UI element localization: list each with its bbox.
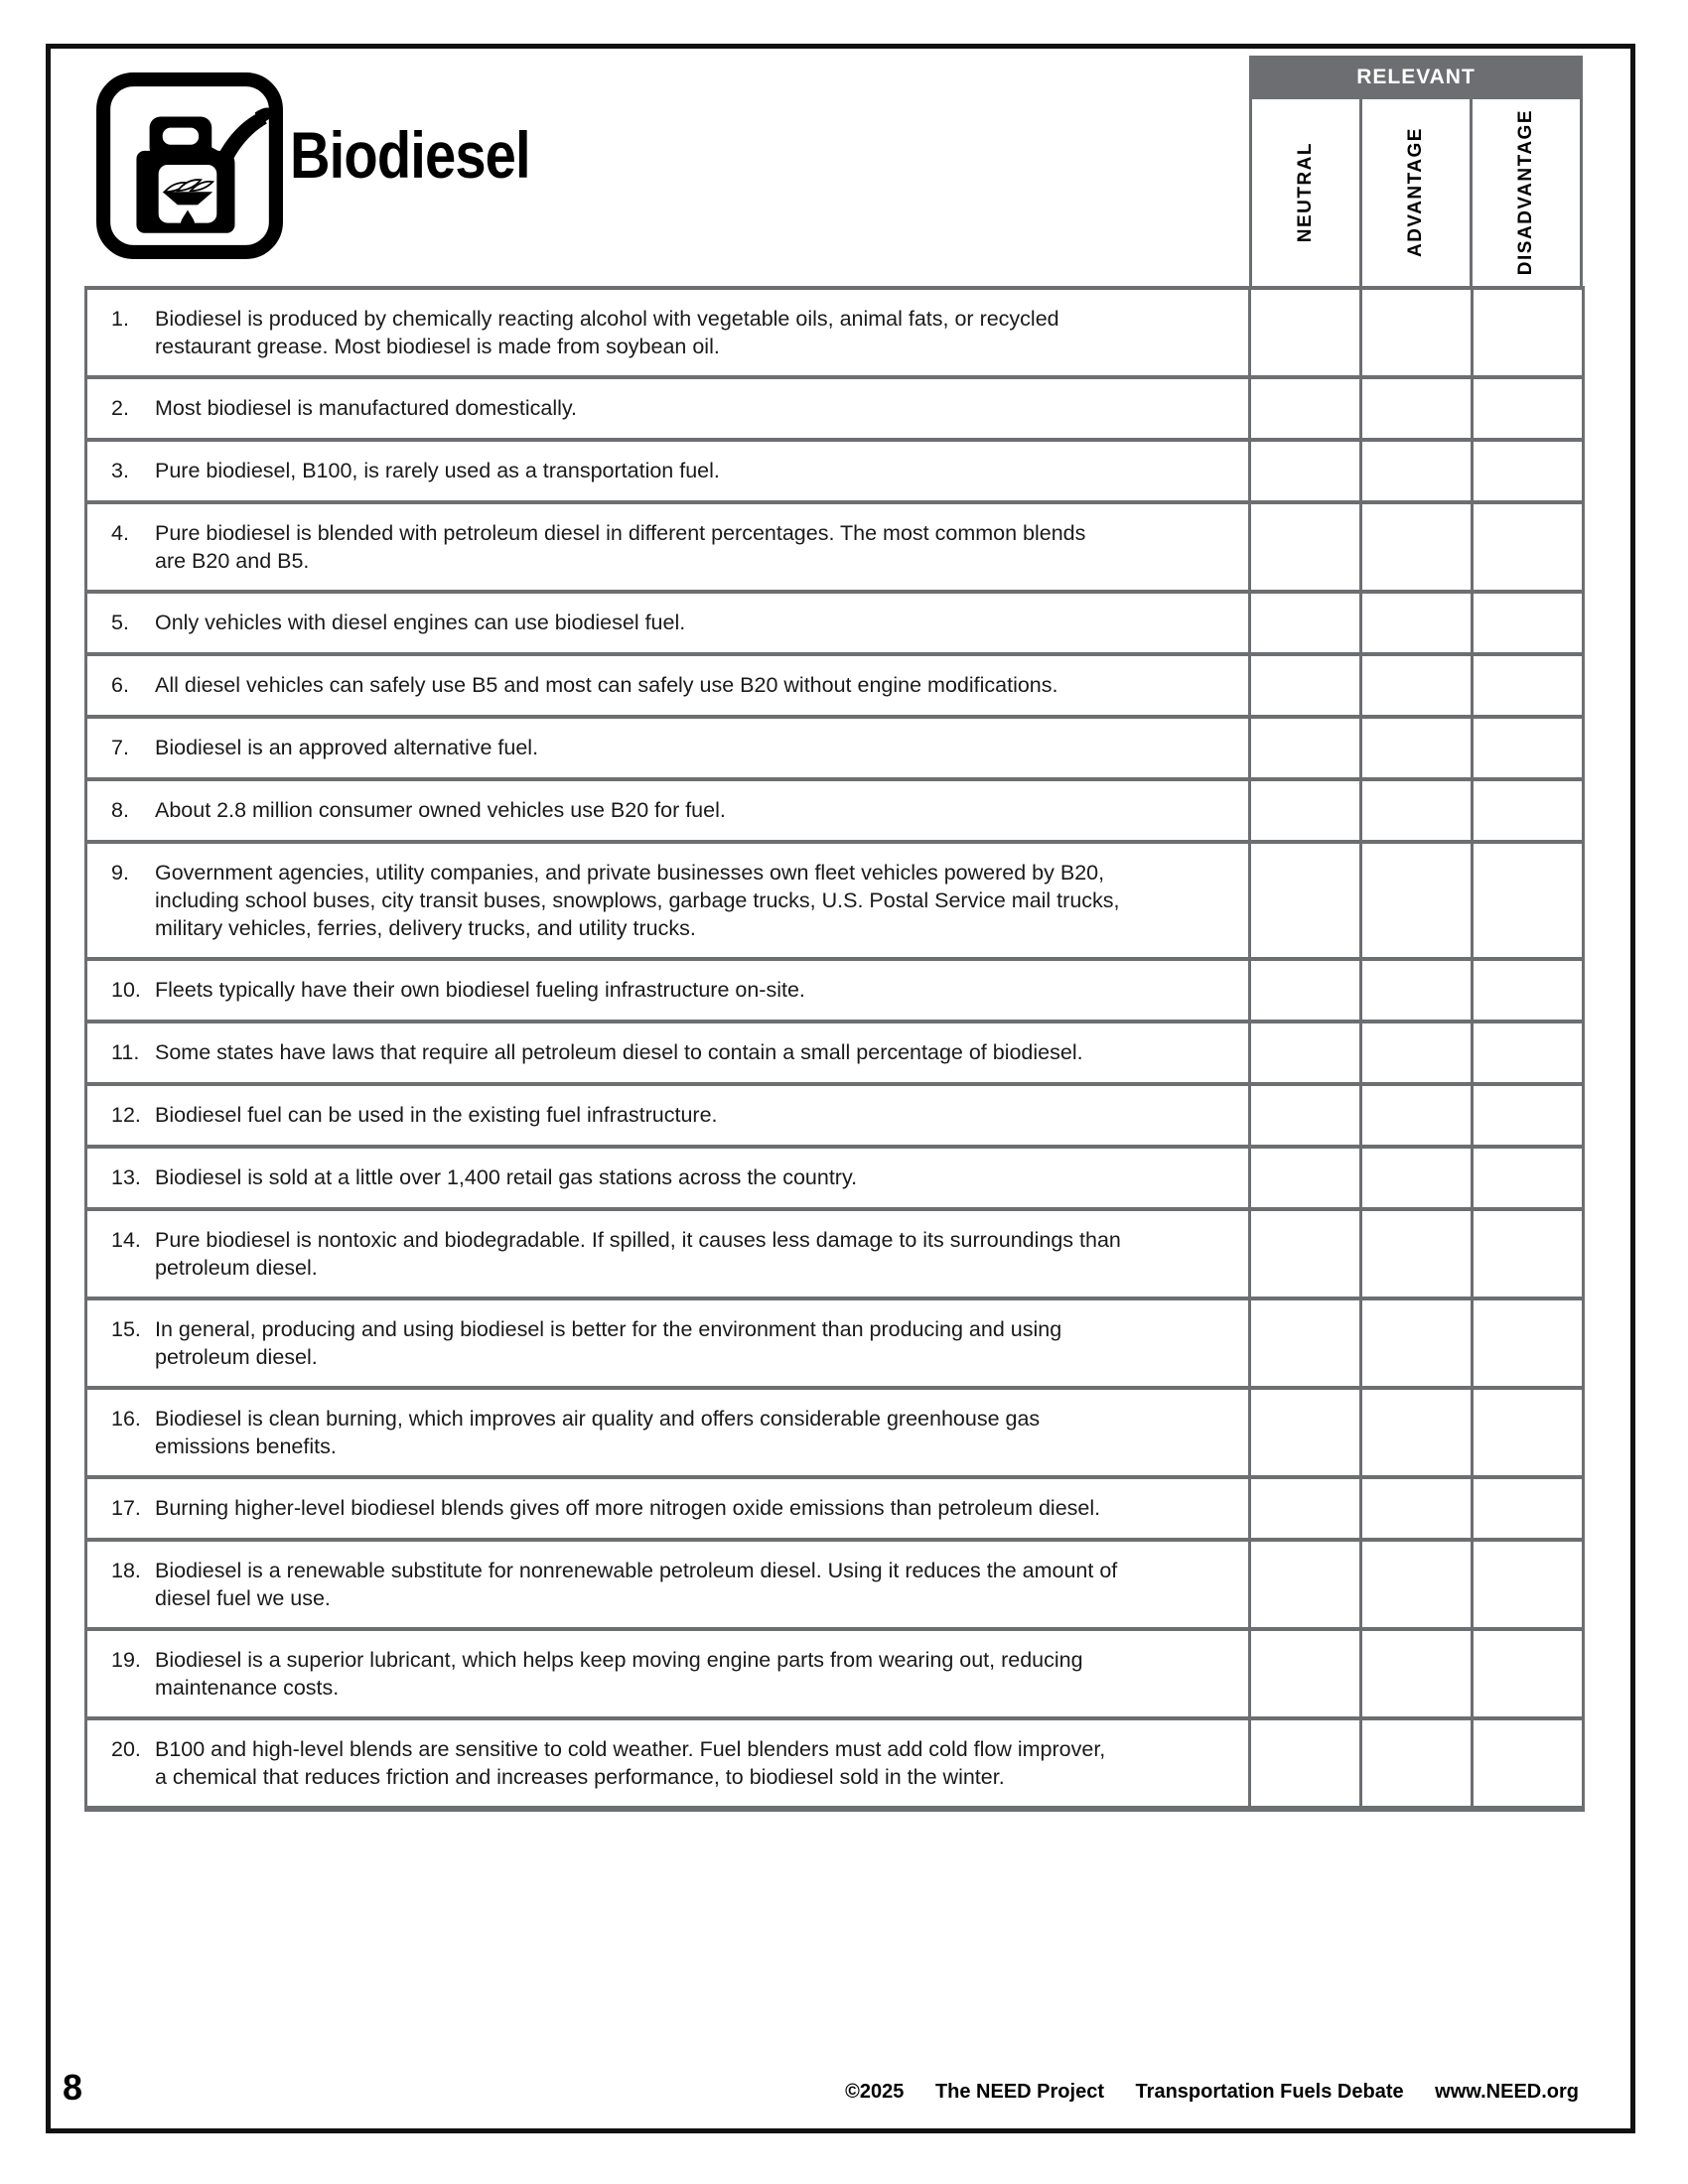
- fact-number: 11.: [111, 1040, 140, 1064]
- fact-number: 13.: [111, 1165, 141, 1189]
- fact-cell: [87, 781, 1248, 840]
- answer-cell-disadvantage[interactable]: [1471, 1300, 1582, 1386]
- fact-text: Biodiesel is a superior lubricant, which helps keep moving engine parts from wearing out, reducing maintenance costs.: [155, 1648, 1083, 1700]
- fact-number: 17.: [111, 1496, 141, 1520]
- answer-cell-neutral[interactable]: [1248, 442, 1359, 500]
- fact-cell: [87, 594, 1248, 652]
- fact-cell: [87, 442, 1248, 500]
- footer-copyright: ©2025: [845, 2081, 905, 2103]
- footer-website: www.NEED.org: [1435, 2081, 1579, 2103]
- answer-cell-neutral[interactable]: [1248, 379, 1359, 438]
- fact-cell: [87, 1300, 1248, 1386]
- answer-cell-advantage[interactable]: [1359, 719, 1471, 777]
- fact-text: Biodiesel fuel can be used in the existing fuel infrastructure.: [155, 1103, 718, 1127]
- fact-number: 5.: [111, 611, 129, 634]
- column-header-advantage: [1359, 99, 1470, 286]
- answer-cell-disadvantage[interactable]: [1471, 442, 1582, 500]
- fact-row: [87, 1211, 1582, 1300]
- answer-cell-neutral[interactable]: [1248, 1631, 1359, 1716]
- answer-cell-neutral[interactable]: [1248, 1211, 1359, 1297]
- fact-cell: [87, 719, 1248, 777]
- answer-cell-advantage[interactable]: [1359, 1300, 1471, 1386]
- answer-cell-neutral[interactable]: [1248, 290, 1359, 375]
- answer-cell-advantage[interactable]: [1359, 781, 1471, 840]
- fact-row: [87, 442, 1582, 504]
- fact-row: [87, 844, 1582, 961]
- fact-cell: [87, 1720, 1248, 1806]
- answer-cell-advantage[interactable]: [1359, 1211, 1471, 1297]
- fact-text: About 2.8 million consumer owned vehicles use B20 for fuel.: [155, 798, 726, 822]
- fact-cell: [87, 1149, 1248, 1207]
- footer: [845, 2081, 1579, 2104]
- answer-cell-disadvantage[interactable]: [1471, 1542, 1582, 1627]
- answer-cell-neutral[interactable]: [1248, 504, 1359, 590]
- fact-cell: [87, 1390, 1248, 1475]
- page-number: 8: [63, 2067, 83, 2108]
- answer-cell-neutral[interactable]: [1248, 1086, 1359, 1145]
- answer-cell-neutral[interactable]: [1248, 594, 1359, 652]
- fact-text: Government agencies, utility companies, and private businesses own fleet vehicles powered by B20, including school buses, city transit buses, snowplows, garbage trucks, U.S. Postal Service mail trucks, military vehicles, ferries, delivery trucks, and utility trucks.: [155, 861, 1120, 940]
- fact-text: Pure biodiesel is nontoxic and biodegradable. If spilled, it causes less damage to its surroundings than petroleum diesel.: [155, 1228, 1121, 1280]
- fact-number: 1.: [111, 307, 129, 331]
- fact-number: 19.: [111, 1648, 141, 1672]
- fact-cell: [87, 1086, 1248, 1145]
- fact-row: [87, 719, 1582, 781]
- answer-cell-disadvantage[interactable]: [1471, 656, 1582, 715]
- answer-cell-neutral[interactable]: [1248, 1720, 1359, 1806]
- fact-row: [87, 1300, 1582, 1390]
- column-header-label: NEUTRAL: [1295, 142, 1316, 243]
- answer-cell-disadvantage[interactable]: [1471, 1479, 1582, 1538]
- answer-cell-advantage[interactable]: [1359, 656, 1471, 715]
- fact-number: 8.: [111, 798, 129, 822]
- fact-text: Biodiesel is a renewable substitute for nonrenewable petroleum diesel. Using it reduces the amount of diesel fuel we use.: [155, 1559, 1118, 1610]
- answer-cell-disadvantage[interactable]: [1471, 1086, 1582, 1145]
- answer-cell-neutral[interactable]: [1248, 1149, 1359, 1207]
- answer-cell-advantage[interactable]: [1359, 504, 1471, 590]
- answer-cell-disadvantage[interactable]: [1471, 504, 1582, 590]
- fact-number: 14.: [111, 1228, 141, 1252]
- relevant-header-label: RELEVANT: [1356, 66, 1476, 88]
- answer-cell-advantage[interactable]: [1359, 1479, 1471, 1538]
- fact-row: [87, 290, 1582, 379]
- answer-cell-advantage[interactable]: [1359, 290, 1471, 375]
- answer-cell-disadvantage[interactable]: [1471, 1720, 1582, 1806]
- fact-text: Some states have laws that require all petroleum diesel to contain a small percentage of biodiesel.: [155, 1040, 1083, 1064]
- fact-number: 15.: [111, 1317, 141, 1341]
- fact-text: Biodiesel is sold at a little over 1,400 retail gas stations across the country.: [155, 1165, 858, 1189]
- fact-cell: [87, 1024, 1248, 1082]
- fact-number: 20.: [111, 1737, 141, 1761]
- fact-text: Burning higher-level biodiesel blends gives off more nitrogen oxide emissions than petroleum diesel.: [155, 1496, 1101, 1520]
- fact-number: 10.: [111, 978, 141, 1002]
- answer-cell-advantage[interactable]: [1359, 594, 1471, 652]
- answer-cell-disadvantage[interactable]: [1471, 379, 1582, 438]
- fact-cell: [87, 290, 1248, 375]
- fact-row: [87, 379, 1582, 442]
- answer-cell-neutral[interactable]: [1248, 1390, 1359, 1475]
- fact-text: Pure biodiesel is blended with petroleum diesel in different percentages. The most common blends are B20 and B5.: [155, 521, 1086, 573]
- answer-cell-neutral[interactable]: [1248, 656, 1359, 715]
- fact-row: [87, 1631, 1582, 1720]
- fact-cell: [87, 1211, 1248, 1297]
- relevance-columns: [1249, 99, 1583, 286]
- answer-cell-advantage[interactable]: [1359, 1631, 1471, 1716]
- fact-cell: [87, 379, 1248, 438]
- fact-row: [87, 1542, 1582, 1631]
- answer-cell-neutral[interactable]: [1248, 719, 1359, 777]
- fact-row: [87, 1479, 1582, 1542]
- fact-row: [87, 1149, 1582, 1211]
- column-header-label: DISADVANTAGE: [1515, 109, 1536, 276]
- page-title: Biodiesel: [290, 118, 530, 192]
- biodiesel-fuel-can-icon: [94, 70, 285, 261]
- fact-number: 3.: [111, 459, 129, 482]
- fact-row: [87, 1024, 1582, 1086]
- fact-row: [87, 504, 1582, 594]
- answer-cell-neutral[interactable]: [1248, 1542, 1359, 1627]
- fact-number: 7.: [111, 736, 129, 759]
- fact-cell: [87, 656, 1248, 715]
- footer-publication: Transportation Fuels Debate: [1135, 2081, 1404, 2103]
- fact-text: Only vehicles with diesel engines can use biodiesel fuel.: [155, 611, 686, 634]
- fact-number: 4.: [111, 521, 129, 545]
- column-header-label: ADVANTAGE: [1405, 127, 1426, 258]
- fact-text: Biodiesel is clean burning, which improves air quality and offers considerable greenhouse gas emissions benefits.: [155, 1407, 1041, 1458]
- answer-cell-neutral[interactable]: [1248, 1024, 1359, 1082]
- fact-row: [87, 1086, 1582, 1149]
- fact-text: B100 and high-level blends are sensitive to cold weather. Fuel blenders must add cold flow improver, a chemical that reduces friction and increases performance, to biodiesel sold in the winter.: [155, 1737, 1106, 1789]
- answer-cell-advantage[interactable]: [1359, 844, 1471, 957]
- answer-cell-neutral[interactable]: [1248, 1479, 1359, 1538]
- relevant-header: [1249, 56, 1583, 99]
- answer-cell-neutral[interactable]: [1248, 961, 1359, 1020]
- answer-cell-advantage[interactable]: [1359, 1390, 1471, 1475]
- fact-cell: [87, 504, 1248, 590]
- fact-text: Fleets typically have their own biodiesel fueling infrastructure on-site.: [155, 978, 805, 1002]
- fact-cell: [87, 1479, 1248, 1538]
- fact-text: All diesel vehicles can safely use B5 and most can safely use B20 without engine modifications.: [155, 673, 1058, 697]
- answer-cell-advantage[interactable]: [1359, 1024, 1471, 1082]
- fact-text: Most biodiesel is manufactured domestically.: [155, 396, 578, 420]
- answer-cell-disadvantage[interactable]: [1471, 1149, 1582, 1207]
- answer-cell-neutral[interactable]: [1248, 844, 1359, 957]
- answer-cell-disadvantage[interactable]: [1471, 1631, 1582, 1716]
- fact-number: 2.: [111, 396, 129, 420]
- answer-cell-disadvantage[interactable]: [1471, 781, 1582, 840]
- answer-cell-advantage[interactable]: [1359, 442, 1471, 500]
- answer-cell-advantage[interactable]: [1359, 1720, 1471, 1806]
- fact-text: Pure biodiesel, B100, is rarely used as a transportation fuel.: [155, 459, 720, 482]
- column-header-neutral: [1249, 99, 1359, 286]
- fact-text: In general, producing and using biodiesel is better for the environment than producing and using petroleum diesel.: [155, 1317, 1062, 1369]
- fact-cell: [87, 844, 1248, 957]
- fact-row: [87, 1390, 1582, 1479]
- answer-cell-advantage[interactable]: [1359, 1149, 1471, 1207]
- facts-table-body: [87, 290, 1582, 1806]
- answer-cell-disadvantage[interactable]: [1471, 961, 1582, 1020]
- fact-number: 9.: [111, 861, 129, 885]
- fact-cell: [87, 961, 1248, 1020]
- answer-cell-disadvantage[interactable]: [1471, 1390, 1582, 1475]
- fact-text: Biodiesel is an approved alternative fuel.: [155, 736, 539, 759]
- fact-number: 16.: [111, 1407, 141, 1431]
- fact-row: [87, 781, 1582, 844]
- answer-cell-disadvantage[interactable]: [1471, 719, 1582, 777]
- fact-number: 18.: [111, 1559, 141, 1582]
- answer-cell-disadvantage[interactable]: [1471, 844, 1582, 957]
- answer-cell-disadvantage[interactable]: [1471, 1211, 1582, 1297]
- answer-cell-advantage[interactable]: [1359, 379, 1471, 438]
- answer-cell-advantage[interactable]: [1359, 1542, 1471, 1627]
- fact-number: 12.: [111, 1103, 141, 1127]
- answer-cell-disadvantage[interactable]: [1471, 594, 1582, 652]
- fact-cell: [87, 1542, 1248, 1627]
- answer-cell-disadvantage[interactable]: [1471, 290, 1582, 375]
- answer-cell-advantage[interactable]: [1359, 961, 1471, 1020]
- answer-cell-neutral[interactable]: [1248, 1300, 1359, 1386]
- fact-number: 6.: [111, 673, 129, 697]
- fact-row: [87, 594, 1582, 656]
- column-header-disadvantage: [1470, 99, 1580, 286]
- fact-cell: [87, 1631, 1248, 1716]
- answer-cell-disadvantage[interactable]: [1471, 1024, 1582, 1082]
- fact-row: [87, 656, 1582, 719]
- answer-cell-neutral[interactable]: [1248, 781, 1359, 840]
- fact-row: [87, 961, 1582, 1024]
- footer-organization: The NEED Project: [934, 2081, 1104, 2103]
- facts-table: [84, 286, 1585, 1812]
- answer-cell-advantage[interactable]: [1359, 1086, 1471, 1145]
- fact-row: [87, 1720, 1582, 1806]
- fact-text: Biodiesel is produced by chemically reacting alcohol with vegetable oils, animal fats, or recycled restaurant grease. Most biodiesel is made from soybean oil.: [155, 307, 1059, 358]
